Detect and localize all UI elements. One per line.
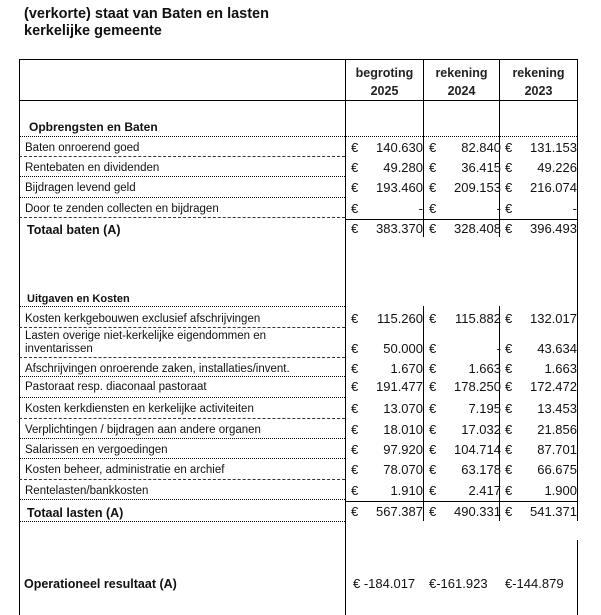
euro-sign: € xyxy=(505,201,513,216)
amount-value: 49.226 xyxy=(537,160,577,175)
euro-sign: € xyxy=(505,160,513,175)
euro-sign: € xyxy=(505,379,513,394)
amount-cell xyxy=(505,401,577,417)
euro-sign: € xyxy=(505,442,513,457)
amount-cell xyxy=(429,401,501,417)
amount-value: 1.900 xyxy=(544,483,577,498)
euro-sign: € xyxy=(429,379,437,394)
euro-sign: € xyxy=(429,361,437,376)
income-heading-separator xyxy=(19,136,577,137)
amount-cell xyxy=(505,422,577,438)
euro-sign: € xyxy=(505,462,513,477)
amount-cell xyxy=(429,221,501,237)
amount-cell xyxy=(505,483,577,499)
euro-sign: € xyxy=(429,341,437,356)
euro-sign: € xyxy=(505,140,513,155)
amount-cell xyxy=(351,221,423,237)
euro-sign: € xyxy=(351,379,359,394)
income-total-separator xyxy=(345,219,577,220)
amount-value: 13.070 xyxy=(383,401,423,416)
euro-sign: € xyxy=(429,160,437,175)
amount-value: 1.663 xyxy=(468,361,501,376)
amount-cell xyxy=(429,341,501,357)
amount-value: 21.856 xyxy=(537,422,577,437)
column-divider-1-income xyxy=(423,137,424,237)
euro-sign: € xyxy=(351,361,359,376)
euro-sign: € xyxy=(505,311,513,326)
amount-value: 131.153 xyxy=(530,140,577,155)
row-separator xyxy=(19,357,345,358)
amount-cell xyxy=(429,422,501,438)
amount-value: 140.630 xyxy=(376,140,423,155)
row-separator xyxy=(19,458,345,459)
income-section-heading: Opbrengsten en Baten xyxy=(29,120,158,134)
amount-value: 132.017 xyxy=(530,311,577,326)
title-line-2: kerkelijke gemeente xyxy=(24,23,162,39)
amount-cell xyxy=(429,201,501,217)
euro-sign: € xyxy=(351,221,359,236)
amount-cell xyxy=(505,180,577,196)
amount-value: - xyxy=(496,201,501,216)
amount-value: 209.153 xyxy=(454,180,501,195)
amount-value: 63.178 xyxy=(461,462,501,477)
euro-sign: € xyxy=(505,401,513,416)
amount-value: 7.195 xyxy=(468,401,501,416)
table-right-border xyxy=(577,59,578,521)
euro-sign: € xyxy=(351,504,359,519)
amount-value: 13.453 xyxy=(537,401,577,416)
euro-sign: € xyxy=(351,401,359,416)
euro-sign: € xyxy=(351,341,359,356)
euro-sign: € xyxy=(505,422,513,437)
amount-value: 567.387 xyxy=(376,504,423,519)
euro-sign: € xyxy=(429,311,437,326)
row-separator xyxy=(19,499,345,500)
amount-cell xyxy=(351,361,423,377)
amount-cell xyxy=(505,140,577,156)
amount-value: 17.032 xyxy=(461,422,501,437)
row-separator xyxy=(19,397,345,398)
amount-cell xyxy=(505,504,577,520)
row-label: Kosten beheer, administratie en archief xyxy=(25,464,225,476)
amount-cell xyxy=(429,483,501,499)
amount-value: 1.663 xyxy=(544,361,577,376)
table-top-border xyxy=(19,59,578,60)
row-separator xyxy=(19,479,345,480)
column-header-line2: 2023 xyxy=(524,84,553,98)
table-left-border xyxy=(19,59,20,615)
amount-cell xyxy=(351,311,423,327)
row-separator xyxy=(19,197,345,198)
row-separator xyxy=(19,156,345,157)
row-label: Kosten kerkdiensten en kerkelijke activiteiten xyxy=(25,403,254,415)
title-line-1: (verkorte) staat van Baten en lasten xyxy=(24,6,269,22)
euro-sign: € xyxy=(351,160,359,175)
amount-value: 115.882 xyxy=(454,311,501,326)
row-separator xyxy=(19,176,345,177)
amount-cell xyxy=(505,160,577,176)
euro-sign: € xyxy=(429,504,437,519)
euro-sign: € xyxy=(351,201,359,216)
amount-value: - xyxy=(572,201,577,216)
amount-value: 18.010 xyxy=(383,422,423,437)
amount-value: 66.675 xyxy=(537,462,577,477)
row-separator xyxy=(19,521,345,522)
amount-cell xyxy=(429,462,501,478)
amount-cell xyxy=(351,462,423,478)
amount-value: - xyxy=(418,201,423,216)
amount-value: 383.370 xyxy=(376,221,423,236)
column-header-line1: begroting xyxy=(355,66,414,80)
row-label: Afschrijvingen onroerende zaken, installaties/invent. xyxy=(25,363,290,375)
euro-sign: € xyxy=(429,140,437,155)
total-label: Totaal baten (A) xyxy=(27,223,121,237)
label-column-divider xyxy=(345,59,346,615)
amount-value: 191.477 xyxy=(376,379,423,394)
euro-sign: € xyxy=(505,180,513,195)
row-separator xyxy=(19,217,345,218)
amount-cell xyxy=(505,341,577,357)
amount-value: 2.417 xyxy=(468,483,501,498)
euro-sign: € xyxy=(351,422,359,437)
row-separator xyxy=(19,327,345,328)
column-header-line2: 2025 xyxy=(370,84,399,98)
euro-sign: € xyxy=(505,221,513,236)
column-header-line1: rekening xyxy=(512,66,565,80)
euro-sign: € xyxy=(429,180,437,195)
table-right-border-lower xyxy=(577,540,578,615)
amount-value: 97.920 xyxy=(383,442,423,457)
row-label: Kosten kerkgebouwen exclusief afschrijvingen xyxy=(25,313,261,325)
amount-cell xyxy=(429,180,501,196)
row-label: Salarissen en vergoedingen xyxy=(25,444,168,456)
amount-value: 490.331 xyxy=(454,504,501,519)
amount-value: 172.472 xyxy=(530,379,577,394)
column-header-rekening-2023 xyxy=(500,64,577,100)
amount-value: 216.074 xyxy=(530,180,577,195)
expenses-heading-separator xyxy=(19,306,345,307)
amount-cell xyxy=(351,160,423,176)
row-label: Verplichtingen / bijdragen aan andere organen xyxy=(25,424,261,436)
amount-value: 1.670 xyxy=(390,361,423,376)
euro-sign: € xyxy=(351,462,359,477)
row-separator xyxy=(19,418,345,419)
column-header-begroting-2025 xyxy=(346,64,423,100)
row-separator xyxy=(19,376,345,377)
amount-cell xyxy=(505,361,577,377)
euro-sign: € xyxy=(429,483,437,498)
row-label: Bijdragen levend geld xyxy=(25,182,136,194)
row-label: Rentelasten/bankkosten xyxy=(25,485,149,497)
operational-result-value-2024: €-161.923 xyxy=(429,576,488,591)
row-separator xyxy=(19,438,345,439)
amount-value: 36.415 xyxy=(461,160,501,175)
amount-cell xyxy=(429,311,501,327)
amount-cell xyxy=(429,361,501,377)
euro-sign: € xyxy=(351,442,359,457)
euro-sign: € xyxy=(505,504,513,519)
amount-cell xyxy=(351,140,423,156)
amount-cell xyxy=(505,201,577,217)
operational-result-label: Operationeel resultaat (A) xyxy=(24,577,177,591)
euro-sign: € xyxy=(351,140,359,155)
column-header-line2: 2024 xyxy=(447,84,476,98)
euro-sign: € xyxy=(351,180,359,195)
header-bottom-border xyxy=(19,100,578,101)
amount-cell xyxy=(351,341,423,357)
expenses-total-separator xyxy=(345,501,577,502)
amount-value: 82.840 xyxy=(461,140,501,155)
row-label: Baten onroerend goed xyxy=(25,142,140,154)
amount-cell xyxy=(351,442,423,458)
euro-sign: € xyxy=(351,311,359,326)
amount-value: 43.634 xyxy=(537,341,577,356)
amount-cell xyxy=(351,504,423,520)
euro-sign: € xyxy=(429,401,437,416)
row-label-continued: inventarissen xyxy=(25,343,93,355)
amount-cell xyxy=(351,483,423,499)
total-label: Totaal lasten (A) xyxy=(27,506,124,520)
row-label: Pastoraat resp. diaconaal pastoraat xyxy=(25,381,207,393)
row-label: Lasten overige niet-kerkelijke eigendommen en xyxy=(25,330,267,342)
amount-cell xyxy=(505,462,577,478)
euro-sign: € xyxy=(351,483,359,498)
column-header-rekening-2024 xyxy=(423,64,500,100)
amount-value: 1.910 xyxy=(390,483,423,498)
euro-sign: € xyxy=(429,442,437,457)
amount-cell xyxy=(429,442,501,458)
amount-value: 328.408 xyxy=(454,221,501,236)
amount-cell xyxy=(505,221,577,237)
amount-value: 193.460 xyxy=(376,180,423,195)
row-label: Rentebaten en dividenden xyxy=(25,162,160,174)
euro-sign: € xyxy=(429,422,437,437)
expenses-section-heading: Uitgaven en Kosten xyxy=(27,293,130,305)
euro-sign: € xyxy=(505,483,513,498)
amount-cell xyxy=(351,422,423,438)
euro-sign: € xyxy=(505,361,513,376)
amount-cell xyxy=(429,379,501,395)
amount-cell xyxy=(429,160,501,176)
amount-value: 78.070 xyxy=(383,462,423,477)
amount-value: 49.280 xyxy=(383,160,423,175)
euro-sign: € xyxy=(429,462,437,477)
amount-cell xyxy=(505,379,577,395)
amount-value: 115.260 xyxy=(376,311,423,326)
row-label: Door te zenden collecten en bijdragen xyxy=(25,203,219,215)
amount-cell xyxy=(505,442,577,458)
amount-cell xyxy=(351,379,423,395)
amount-cell xyxy=(351,401,423,417)
amount-value: 87.701 xyxy=(537,442,577,457)
amount-cell xyxy=(505,311,577,327)
operational-result-value-2023: €-144.879 xyxy=(505,576,564,591)
amount-value: - xyxy=(496,341,501,356)
operational-result-value-2025: € -184.017 xyxy=(353,576,416,591)
amount-value: 396.493 xyxy=(530,221,577,236)
amount-cell xyxy=(351,201,423,217)
euro-sign: € xyxy=(429,221,437,236)
amount-value: 50.000 xyxy=(383,341,423,356)
amount-value: 104.714 xyxy=(454,442,501,457)
euro-sign: € xyxy=(429,201,437,216)
amount-value: 541.371 xyxy=(530,504,577,519)
column-header-line1: rekening xyxy=(435,66,488,80)
column-divider-1-expenses xyxy=(423,306,424,521)
amount-cell xyxy=(429,504,501,520)
amount-cell xyxy=(429,140,501,156)
euro-sign: € xyxy=(505,341,513,356)
amount-value: 178.250 xyxy=(454,379,501,394)
amount-cell xyxy=(351,180,423,196)
